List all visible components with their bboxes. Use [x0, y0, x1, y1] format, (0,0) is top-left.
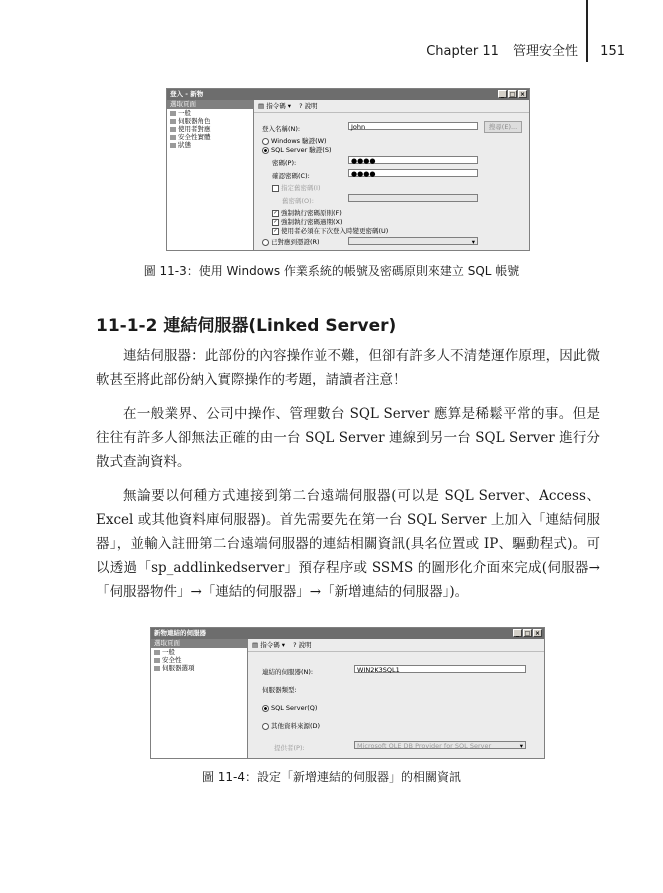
password-input[interactable]: ●●●● — [348, 156, 478, 164]
page-number: 151 — [600, 44, 625, 59]
form-toolbar — [248, 639, 544, 652]
page-icon — [170, 135, 176, 140]
checkbox-checked-icon: ✓ — [273, 218, 278, 225]
radio-icon — [262, 239, 269, 246]
old-password-label: 舊密碼(O): — [282, 197, 314, 205]
close-icon[interactable]: × — [534, 630, 541, 637]
login-window — [166, 88, 530, 251]
help-button[interactable]: ? 說明 — [299, 102, 318, 110]
window-title: 登入 - 新物 — [170, 90, 204, 98]
password-label: 密碼(P): — [272, 159, 297, 167]
maximize-icon[interactable]: □ — [509, 91, 516, 98]
chevron-down-icon: ▾ — [471, 238, 475, 246]
nav-item-general[interactable]: 一般 — [151, 648, 247, 656]
radio-selected-icon — [262, 147, 269, 154]
chapter-title: 管理安全性 — [513, 44, 579, 59]
radio-icon — [262, 138, 269, 145]
page-selector — [151, 639, 248, 758]
paragraph-1: 連結伺服器：此部份的內容操作並不難，但卻有許多人不清楚運作原理，因此微軟甚至將此部份納入實際操作的考題，請讀者注意！ — [96, 348, 600, 388]
checkbox-checked-icon: ✓ — [273, 227, 278, 234]
page-icon — [154, 650, 160, 655]
nav-item-securables[interactable]: 安全性實體 — [167, 133, 253, 141]
login-window-titlebar — [167, 89, 529, 100]
mapped-cert-radio[interactable]: 已對應到憑證(R) — [262, 237, 320, 246]
linked-server-label: 連結的伺服器(N): — [262, 668, 314, 676]
radio-icon — [262, 723, 269, 730]
page-selector — [167, 100, 254, 250]
linked-server-form-panel — [248, 639, 544, 758]
nav-item-status[interactable]: 狀態 — [167, 141, 253, 149]
nav-item-server-roles[interactable]: 伺服器角色 — [167, 117, 253, 125]
search-button[interactable]: 搜尋(E)... — [484, 121, 522, 133]
page-icon — [154, 666, 160, 671]
nav-item-general[interactable]: 一般 — [167, 109, 253, 117]
chevron-down-icon: ▾ — [519, 742, 523, 750]
login-form-panel — [254, 100, 529, 250]
page-icon — [154, 658, 160, 663]
confirm-password-label: 確認密碼(C): — [272, 172, 310, 180]
checkbox-icon — [272, 185, 279, 192]
linked-server-titlebar — [151, 628, 544, 639]
paragraph-3: 無論要以何種方式連接到第二台遠端伺服器(可以是 SQL Server、Access、Excel 或其他資料庫伺服器)。首先需要先在第一台 SQL Server 上加入「連結伺服器」，並輸入註冊第二台遠端伺服器的連結相關資訊(具名位置或 IP、驅動程式)。可以透過「sp_addlinkedserver」預存程序或 SSMS 的圖形化介面來完成(伺服器→「伺服器物件」→「連結的伺服器」→「新增連結的伺服器」)。 — [96, 488, 600, 600]
other-source-radio[interactable]: 其他資料來源(D) — [262, 721, 320, 730]
page-icon — [170, 111, 176, 116]
form-toolbar — [254, 100, 529, 113]
nav-item-user-mapping[interactable]: 使用者對應 — [167, 125, 253, 133]
paragraph-2: 在一般業界、公司中操作、管理數台 SQL Server 應算是稀鬆平常的事。但是往往有許多人卻無法正確的由一台 SQL Server 連線到另一台 SQL Server 進行分散式查詢資料。 — [96, 406, 600, 470]
sql-auth-radio[interactable]: SQL Server 驗證(S) — [262, 145, 332, 154]
minimize-icon[interactable]: _ — [498, 90, 507, 98]
page-icon — [170, 127, 176, 132]
linked-server-window — [150, 627, 545, 759]
nav-item-server-options[interactable]: 伺服器選項 — [151, 664, 247, 672]
windows-auth-radio[interactable]: Windows 驗證(W) — [262, 136, 327, 145]
page-icon — [170, 143, 176, 148]
window-title: 新物連結的伺服器 — [154, 629, 206, 637]
minimize-icon[interactable]: _ — [513, 629, 522, 637]
old-password-input[interactable] — [348, 194, 478, 202]
script-button[interactable]: ▤ 指令碼 ▾ — [258, 102, 292, 110]
server-type-label: 伺服器類型: — [262, 686, 297, 694]
sql-server-radio[interactable]: SQL Server(Q) — [262, 704, 317, 712]
page-selector-header: 選取頁面 — [167, 100, 253, 109]
page-icon — [170, 119, 176, 124]
page-selector-header: 選取頁面 — [151, 639, 247, 648]
provider-label: 提供者(P): — [274, 744, 305, 752]
maximize-icon[interactable]: □ — [524, 630, 531, 637]
figure-caption-1: 圖 11-3：使用 Windows 作業系統的帳號及密碼原則來建立 SQL 帳號 — [143, 264, 520, 278]
login-name-label: 登入名稱(N): — [262, 125, 301, 133]
help-button[interactable]: ? 說明 — [293, 641, 312, 649]
running-header — [426, 40, 625, 59]
must-change-checkbox[interactable]: ✓ 使用者必須在下次登入時變更密碼(U) — [273, 227, 389, 235]
provider-dropdown[interactable]: Microsoft OLE DB Provider for SQL Server ▾ — [354, 741, 526, 749]
login-name-input[interactable]: John — [348, 122, 478, 130]
confirm-password-input[interactable]: ●●●● — [348, 169, 478, 177]
script-button[interactable]: ▤ 指令碼 ▾ — [252, 641, 286, 649]
linked-server-input[interactable]: WIN2K3SQL1 — [354, 665, 526, 673]
nav-item-security[interactable]: 安全性 — [151, 656, 247, 664]
chapter-label: Chapter 11 — [426, 44, 499, 59]
section-heading: 11-1-2 連結伺服器(Linked Server) — [96, 316, 397, 336]
close-icon[interactable]: × — [519, 91, 526, 98]
certificate-dropdown[interactable] — [348, 237, 478, 245]
specify-old-password-checkbox[interactable]: 指定舊密碼(I) — [272, 183, 321, 192]
enforce-expiration-checkbox[interactable]: ✓ 強制執行密碼過期(X) — [273, 218, 343, 226]
checkbox-checked-icon: ✓ — [273, 209, 278, 216]
radio-selected-icon — [262, 705, 269, 712]
enforce-policy-checkbox[interactable]: ✓ 強制執行密碼原則(F) — [273, 209, 342, 217]
figure-caption-2: 圖 11-4：設定「新增連結的伺服器」的相關資訊 — [201, 770, 462, 784]
